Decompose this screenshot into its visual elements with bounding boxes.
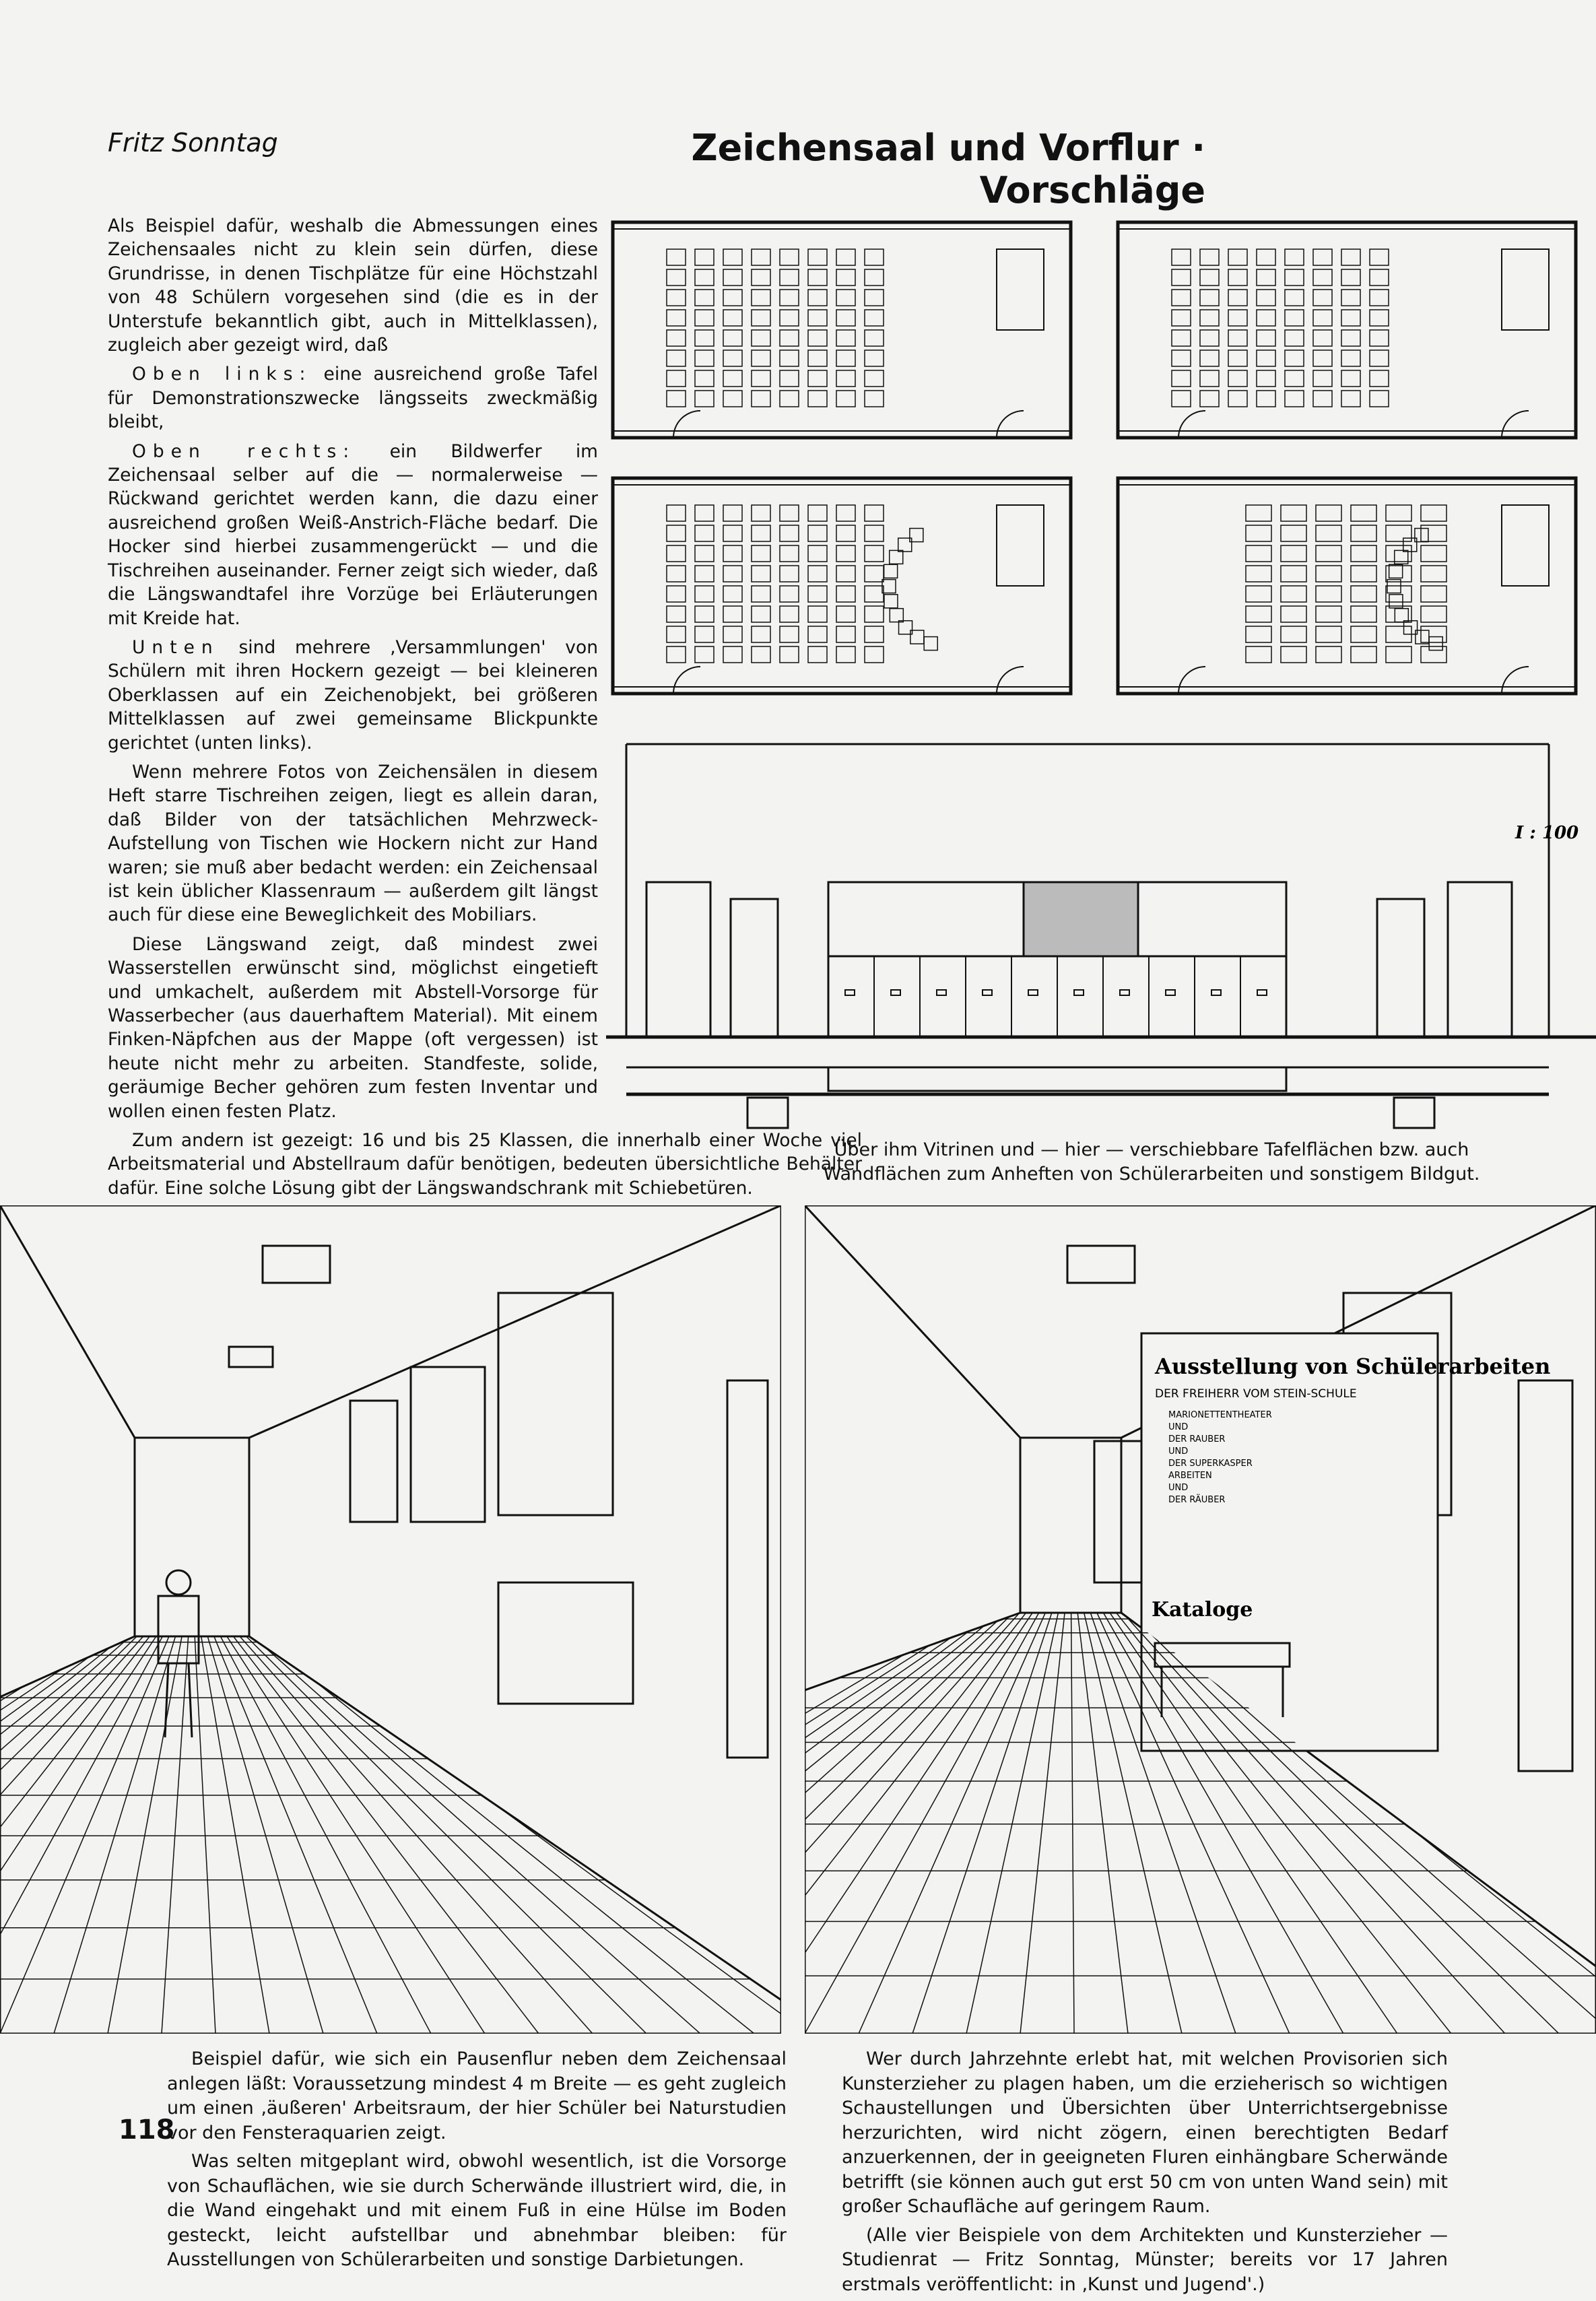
wall-elevation-drawing <box>606 731 1596 1135</box>
article-title: Zeichensaal und Vorflur · Vorschläge <box>691 127 1205 211</box>
catalog-label: Kataloge <box>1152 1598 1253 1622</box>
paragraph-wall: Diese Längswand zeigt, daß mindest zwei Wasserstellen erwünscht sind, möglichst eingetieft und umkachelt, außerdem mit Abstell-Vorsorge für Wasserbecher (aus dauerhaftem Material). Mit einem Finken-Näpfchen aus der Mappe (oft vergessen) ist heute nicht mehr zu arbeiten. Standfeste, solide, geräumige Becher gehören zum festen Inventar und wollen einen festen Platz. <box>108 933 598 1122</box>
exhibition-sign-line: DER SUPERKASPER <box>1168 1459 1253 1469</box>
exhibition-sign-line: DER RÄUBER <box>1168 1495 1226 1505</box>
lead-top-right: Oben rechts: <box>132 440 356 462</box>
elevation-caption: Über ihm Vitrinen und — hier — verschiebbare Tafelflächen bzw. auch Wandflächen zum Anheften von Schülerarbeiten und sonstigem Bildgut. <box>823 1139 1480 1185</box>
exhibition-sign-line: MARIONETTENTHEATER <box>1168 1410 1272 1420</box>
corridor-drawing-left <box>0 1205 781 2034</box>
page-number: 118 <box>119 2114 175 2145</box>
paragraph-classes: Zum andern ist gezeigt: 16 und bis 25 Klassen, die innerhalb einer Woche viel Arbeitsmaterial und Abstellraum dafür benötigen, bedeuten übersichtliche Behälter dafür. Eine solche Lösung gibt der Längswandschrank mit Schiebetüren. <box>108 1130 862 1199</box>
corridor-drawing-right <box>805 1205 1596 2034</box>
bottom-right-paragraph-1: Wer durch Jahrzehnte erlebt hat, mit welchen Provisorien sich Kunsterzieher zu plagen haben, um die erzieherisch so wichtigen Schaustellungen und Übersichten über Unterrichtsergebnisse herzurichten, wird nicht zögern, einen berechtigten Bedarf anzuerkennen, der in geeigneten Fluren einhängbare Scherwände betrifft (sie können auch gut erst 50 cm von unten Wand sein) mit großer Schaufläche auf geringem Raum. <box>842 2048 1448 2217</box>
exhibition-sign-line: ARBEITEN <box>1168 1471 1212 1481</box>
floor-plans <box>606 215 1596 727</box>
paragraph-photos: Wenn mehrere Fotos von Zeichensälen in diesem Heft starre Tischreihen zeigen, liegt es allein daran, daß Bilder von der tatsächlichen Mehrzweck-Aufstellung von Tischen wie Hockern nicht zur Hand waren; sie muß aber bedacht werden: ein Zeichensaal ist kein üblicher Klassenraum — außerdem gilt längst auch für diese eine Beweglichkeit des Mobiliars. <box>108 761 598 926</box>
exhibition-sign-line: UND <box>1168 1446 1189 1457</box>
lead-bottom: Unten <box>132 636 220 658</box>
bottom-left-paragraph-2: Was selten mitgeplant wird, obwohl wesentlich, ist die Vorsorge von Schauflächen, wie sie durch Scherwände illustriert wird, die, in die Wand eingehakt und mit einem Fuß in eine Hülse im Boden gesteckt, leicht aufstellbar und abnehmbar bleiben: für Ausstellungen von Schülerarbeiten und sonstige Darbietungen. <box>167 2151 787 2270</box>
paragraph-top-left: eine ausreichend große Tafel für Demonstrationszwecke längsseits zweckmäßig bleibt, <box>108 364 598 433</box>
lead-top-left: Oben links: <box>132 364 312 385</box>
paragraph-top-right: ein Bildwerfer im Zeichensaal selber auf die — normalerweise — Rückwand gerichtet werden kann, die dazu einer ausreichend großen Weiß-Anstrich-Fläche bedarf. Die Hocker sind hierbei zusammengerückt — und die Tischreihen auseinander. Ferner zeigt sich wieder, daß die Längswandtafel ihre Vorzüge bei Erläuterungen mit Kreide hat. <box>108 440 599 629</box>
bottom-left-text <box>167 2047 787 2277</box>
paragraph-bottom: sind mehrere ‚Versammlungen' von Schülern mit ihren Hockern gezeigt — bei kleineren Oberklassen auf ein Zeichenobjekt, bei größeren Mittelklassen auf zwei gemeinsame Blickpunkte gerichtet (unten links). <box>108 636 598 754</box>
exhibition-sign-title: Ausstellung von Schülerarbeiten <box>1155 1354 1551 1379</box>
bottom-left-paragraph-1: Beispiel dafür, wie sich ein Pausenflur neben dem Zeichensaal anlegen läßt: Voraussetzung mindest 4 m Breite — es geht zugleich um einen ‚äußeren' Arbeitsraum, der hier Schüler bei Naturstudien vor den Fensteraquarien zeigt. <box>167 2048 787 2143</box>
exhibition-sign-line: UND <box>1168 1422 1189 1432</box>
exhibition-sign-line: DER RAUBER <box>1168 1434 1226 1444</box>
author-name: Fritz Sonntag <box>108 128 278 158</box>
paragraph-intro: Als Beispiel dafür, weshalb die Abmessungen eines Zeichensaales nicht zu klein sein dürfen, diese Grundrisse, in denen Tischplätze für eine Höchstzahl von 48 Schülern vorgesehen sind (die es in der Unterstufe bekanntlich gibt, auch in Mittelklassen), zugleich aber gezeigt wird, daß <box>108 215 598 356</box>
exhibition-sign-line: UND <box>1168 1483 1189 1493</box>
bottom-right-paragraph-2: (Alle vier Beispiele von dem Architekten und Kunsterzieher — Studienrat — Fritz Sonntag, Münster; bereits vor 17 Jahren erstmals veröffentlicht: in ‚Kunst und Jugend'.) <box>842 2224 1448 2295</box>
exhibition-sign-subtitle: DER FREIHERR VOM STEIN-SCHULE <box>1155 1387 1357 1401</box>
bottom-right-text <box>842 2047 1448 2301</box>
left-text-column <box>108 214 862 1199</box>
scale-label: I : 100 <box>1515 823 1579 843</box>
